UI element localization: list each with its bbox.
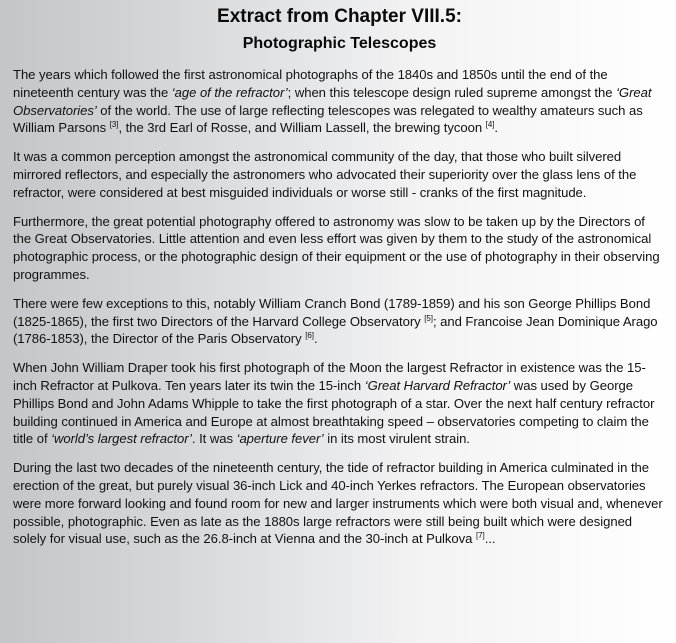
footnote-ref: [4] — [485, 120, 495, 130]
text-run: . — [313, 331, 318, 347]
text-run: During the last two decades of the nineteenth century, the tide of refractor building in America culminated in the erection of the great, but purely visual 36-inch Lick and 40-inch Yerkes refractors. The European observatories were more forward looking and found room for new and larger instruments which were both visual and, whenever possible, photographic. Even as late as the 1880s large refractors were still being built which were designed solely for visual use, such as the 26.8-inch at Vienna and the 30-inch at Pulkova — [13, 460, 663, 547]
paragraph-4 — [13, 295, 666, 348]
paragraph-6 — [13, 459, 666, 548]
text-run: There were few exceptions to this, notably William Cranch Bond (1789-1859) and his son George Phillips Bond (1825-1865), the first two Directors of the Harvard College Observatory — [13, 295, 651, 329]
footnote-ref: [3] — [109, 120, 119, 130]
text-run: . — [494, 120, 498, 136]
paragraph-3 — [13, 213, 666, 284]
text-run: It was a common perception amongst the astronomical community of the day, that those who built silvered mirrored reflectors, and especially the astronomers who advocated their superiority over the glass lens of the refractor, were considered at best misguided individuals or worse still - cranks of the first magnitude. — [13, 149, 637, 200]
italic-phrase: ‘aperture fever’ — [236, 431, 324, 447]
text-run: Furthermore, the great potential photography offered to astronomy was slow to be taken up by the Directors of the Great Observatories. Little attention and even less effort was given by them to the study of the astronomical photographic process, or the photographic design of their equipment or the use of photography in their observing programmes. — [13, 213, 660, 282]
text-run: of the world. The use of large reflecting telescopes was relegated to wealthy amateurs such as William Parsons — [13, 102, 643, 136]
footnote-ref: [6] — [305, 331, 314, 341]
text-run: When John William Draper took his first photograph of the Moon the largest Refractor in existence was the 15-inch Refractor at Pulkova. Ten years later its twin the 15-inch — [13, 360, 646, 393]
text-run: , the 3rd Earl of Rosse, and William Lassell, the brewing tycoon — [118, 120, 486, 136]
italic-phrase: ‘Great Harvard Refractor’ — [364, 377, 511, 393]
text-run: was used by George Phillips Bond and John Adams Whipple to take the first photograph of a star. Over the next half century refractor building continued in America and Europe at almost breathtaking speed – observatories competing to claim the title of — [13, 377, 655, 447]
text-run: ; and Francoise Jean Dominique Arago (1786-1853), the Director of the Paris Observatory — [13, 313, 658, 347]
italic-phrase: ‘Great Observatories’ — [13, 84, 652, 118]
text-run: ; when this telescope design ruled supreme amongst the — [287, 84, 617, 100]
text-run: ... — [484, 531, 496, 547]
footnote-ref: [7] — [475, 531, 485, 541]
section-subtitle: Photographic Telescopes — [242, 35, 437, 52]
italic-phrase: ‘world’s largest refractor’ — [51, 431, 192, 447]
paragraph-2 — [13, 148, 666, 201]
text-run: in its most virulent strain. — [323, 431, 470, 447]
text-run: . It was — [191, 431, 237, 447]
footnote-ref: [5] — [424, 313, 433, 323]
paragraph-1 — [13, 66, 666, 137]
italic-phrase: ‘age of the refractor’ — [171, 84, 288, 100]
body-text — [13, 66, 666, 548]
paragraph-5 — [13, 359, 666, 448]
text-run: The years which followed the first astronomical photographs of the 1840s and 1850s until the end of the nineteenth century was the — [13, 67, 608, 100]
chapter-title: Extract from Chapter VIII.5: — [217, 6, 462, 27]
